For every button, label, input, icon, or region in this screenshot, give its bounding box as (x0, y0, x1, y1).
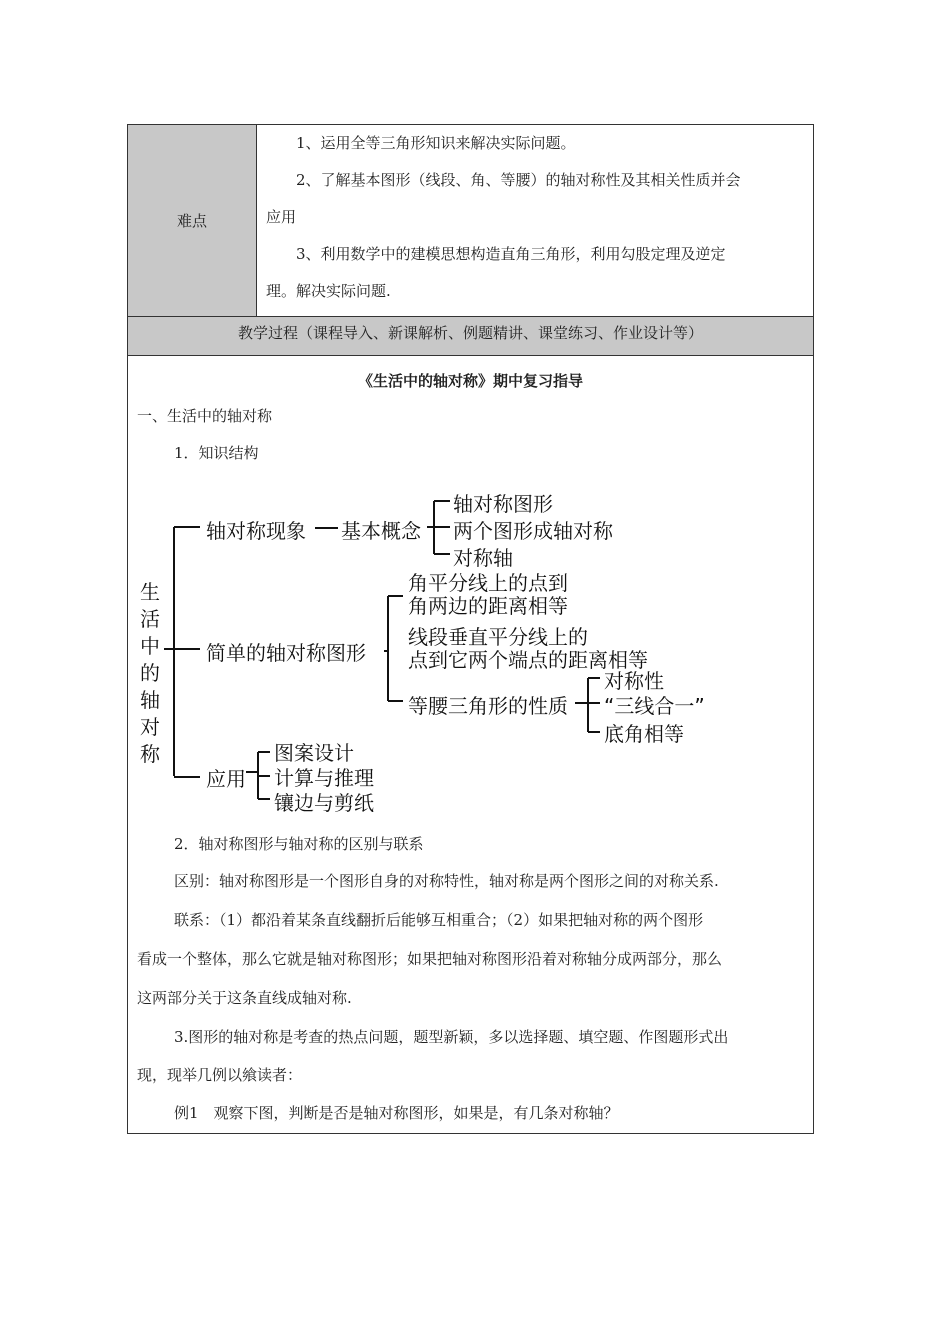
diagram-leaf: 线段垂直平分线上的 (408, 625, 588, 649)
connection-line: 这两部分关于这条直线成轴对称. (137, 989, 352, 1007)
diagram-leaf: 对称轴 (453, 546, 513, 570)
difference-text: 区别：轴对称图形是一个图形自身的对称特性，轴对称是两个图形之间的对称关系. (174, 872, 719, 890)
subsection-heading: 1．知识结构 (174, 444, 259, 462)
difficulty-item: 1、运用全等三角形知识来解决实际问题。 (296, 134, 576, 152)
subsection-heading: 2．轴对称图形与轴对称的区别与联系 (174, 835, 424, 853)
diagram-leaf: 镶边与剪纸 (274, 791, 374, 815)
diagram-leaf: 计算与推理 (274, 766, 374, 790)
diagram-root-label: 生活中的轴对称 (140, 580, 160, 766)
diagram-leaf: “三线合一” (604, 694, 705, 718)
diagram-leaf: 底角相等 (604, 722, 684, 746)
section-heading: 一、生活中的轴对称 (137, 407, 273, 425)
diagram-leaf: 轴对称图形 (453, 492, 553, 516)
diagram-leaf: 两个图形成轴对称 (453, 519, 613, 543)
knowledge-diagram (128, 356, 813, 816)
difficulty-item: 3、利用数学中的建模思想构造直角三角形，利用勾股定理及逆定 (296, 245, 726, 263)
difficulty-item: 2、了解基本图形（线段、角、等腰）的轴对称性及其相关性质并会 (296, 171, 741, 189)
process-header: 教学过程（课程导入、新课解析、例题精讲、课堂练习、作业设计等） (128, 317, 813, 356)
difficulty-row (128, 125, 813, 317)
diagram-branch-application: 应用 (206, 767, 246, 791)
example-question: 例1 观察下图，判断是否是轴对称图形，如果是，有几条对称轴？ (174, 1104, 619, 1122)
connection-line: 联系：（1）都沿着某条直线翻折后能够互相重合；（2）如果把轴对称的两个图形 (174, 911, 704, 929)
doc-title: 《生活中的轴对称》期中复习指导 (357, 372, 583, 390)
diagram-branch-phenomenon: 轴对称现象 (206, 519, 306, 543)
diagram-leaf: 对称性 (604, 669, 664, 693)
lesson-table (127, 124, 814, 1134)
difficulty-item: 应用 (266, 208, 297, 226)
diagram-leaf: 点到它两个端点的距离相等 (408, 648, 648, 672)
difficulty-item: 理。解决实际问题. (266, 282, 391, 300)
diagram-branch-concept: 基本概念 (341, 519, 421, 543)
diagram-leaf: 图案设计 (274, 741, 354, 765)
difficulty-content (266, 125, 806, 310)
diagram-leaf: 角平分线上的点到 (408, 571, 568, 595)
diagram-branch-simple-figures: 简单的轴对称图形 (206, 641, 366, 665)
connection-line: 看成一个整体，那么它就是轴对称图形；如果把轴对称图形沿着对称轴分成两部分，那么 (137, 950, 723, 968)
intro-line: 3.图形的轴对称是考查的热点问题，题型新颖，多以选择题、填空题、作图题形式出 (174, 1028, 729, 1046)
intro-line: 现，现举几例以飨读者： (137, 1066, 303, 1084)
difficulty-label: 难点 (128, 125, 257, 316)
diagram-leaf: 角两边的距离相等 (408, 594, 568, 618)
diagram-leaf: 等腰三角形的性质 (408, 694, 568, 718)
